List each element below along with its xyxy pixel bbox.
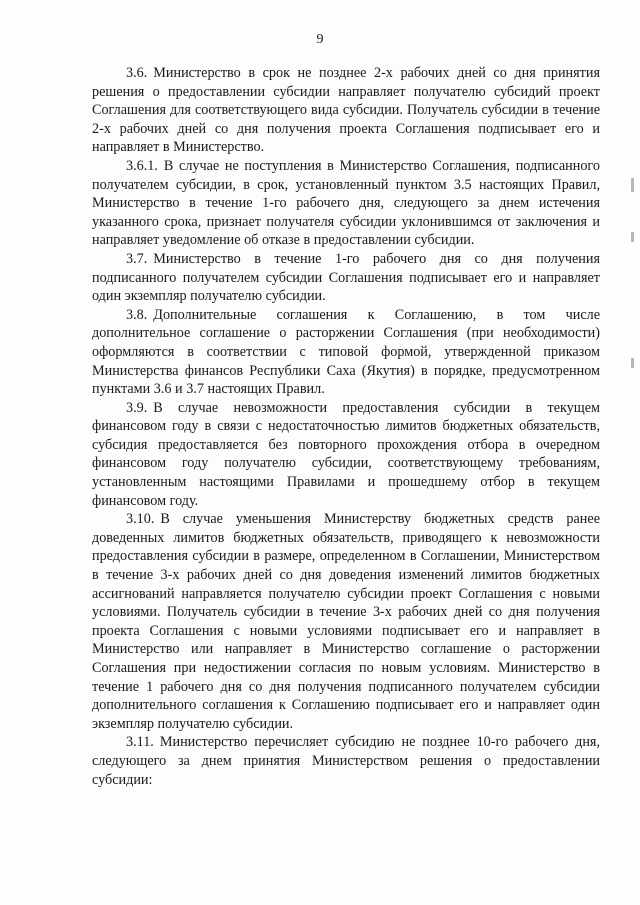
paragraph-3-10 [92,510,600,733]
scan-edge-mark [631,232,634,242]
paragraph-3-9 [92,399,600,511]
scan-edge-mark [631,358,634,368]
page-number: 9 [316,32,324,47]
paragraph-text: Министерство в срок не позднее 2-х рабочих дней со дня принятия решения о предоставлении субсидии направляет получателю субсидий проект Соглашения для соответствующего вида субсидии. Получатель субсидии в течение 2-х рабочих дней со дня получения проекта Соглашения подписывает его и направляет в Министерство. [92,65,600,156]
paragraph-3-8 [92,306,600,399]
paragraph-3-7 [92,250,600,306]
paragraph-text: Дополнительные соглашения к Соглашению, в том числе дополнительное соглашение о расторжении Соглашения (при необходимости) оформляются в соответствии с типовой формой, утвержденной приказом Министерства финансов Республики Саха (Якутия) в порядке, предусмотренном пунктами 3.6 и 3.7 настоящих Правил. [92,306,600,398]
paragraph-3-6-1 [92,157,600,250]
paragraph-number: 3.8. [126,306,148,323]
document-body [92,64,600,789]
paragraph-number: 3.10. [126,511,155,528]
paragraph-text: В случае невозможности предоставления субсидии в текущем финансовом году в связи с недостаточностью лимитов бюджетных обязательств, субсидия предоставляется без повторного прохождения отбора в очередном финансовом году получателю субсидии, соответствующему требованиям, установленным настоящими Правилами и прошедшему отбор в текущем финансовом году. [92,399,600,509]
paragraph-number: 3.6. [126,65,148,81]
paragraph-number: 3.11. [126,734,154,751]
paragraph-number: 3.6.1. [126,157,158,174]
paragraph-3-6 [92,64,600,157]
paragraph-number: 3.7. [126,250,148,267]
paragraph-text: В случае уменьшения Министерству бюджетных средств ранее доведенных лимитов бюджетных обязательств, приводящего к невозможности предоставления субсидии в размере, определенном в Соглашении, Министерством в течение 3-х рабочих дней со дня доведения изменений лимитов бюджетных ассигнований направляется получателю субсидии проект Соглашения с новыми условиями. Получатель субсидии в течение 3-х рабочих дней со дня получения проекта Соглашения с новыми условиями подписывает его и направляет в Министерство или направляет в Министерство соглашение о расторжении Соглашения при недостижении согласия по новым условиям. Министерство в течение 1 рабочего дня со дня получения подписанного получателем субсидии дополнительного соглашения к Соглашению подписывает его и направляет один экземпляр получателю субсидии. [92,511,600,732]
paragraph-text: Министерство перечисляет субсидию не позднее 10-го рабочего дня, следующего за днем принятия Министерством решения о предоставлении субсидии: [92,734,600,788]
paragraph-text: Министерство в течение 1-го рабочего дня со дня получения подписанного получателем субсидии Соглашения подписывает его и направляет один экземпляр получателю субсидии. [92,250,600,305]
paragraph-text: В случае не поступления в Министерство Соглашения, подписанного получателем субсидии, в срок, установленный пунктом 3.5 настоящих Правил, Министерство в течение 1-го рабочего дня, следующего за днем истечения указанного срока, признает получателя субсидии уклонившимся от заключения и направляет уведомление об отказе в предоставлении субсидии. [92,157,600,249]
paragraph-3-11 [92,733,600,789]
paragraph-number: 3.9. [126,399,148,416]
scan-edge-mark [631,178,634,192]
